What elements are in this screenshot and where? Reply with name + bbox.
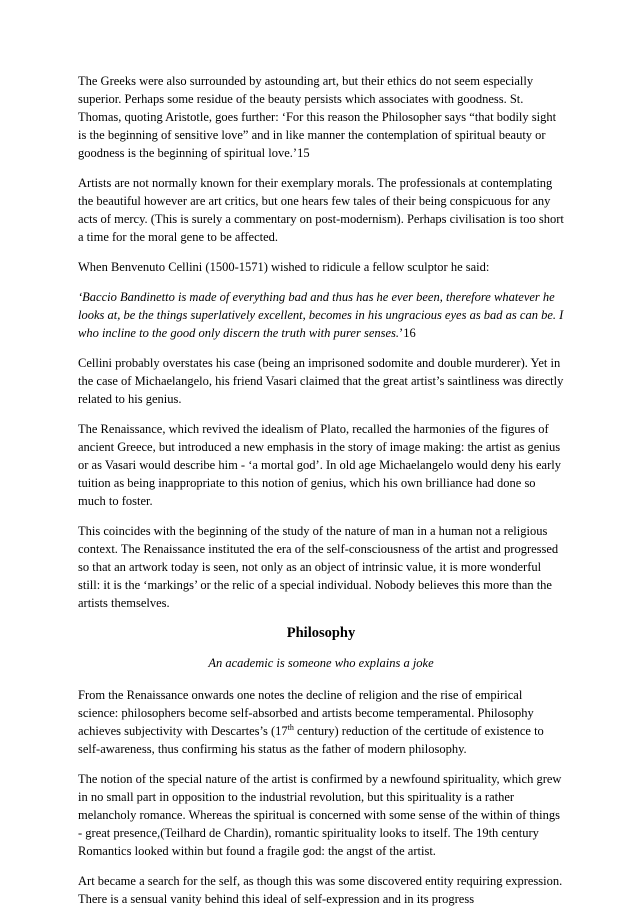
paragraph-self-expression: Art became a search for the self, as though this was some discovered entity requiring expression. There is a sensual vanity behind this ideal of self-expression and in its progress: [78, 874, 563, 906]
paragraph-renaissance: The Renaissance, which revived the idealism of Plato, recalled the harmonies of the figures of ancient Greece, but introduced a new emphasis in the story of image making: the artist as genius or as Vasari would describe him - ‘a mortal god’. In old age Michaelangelo would deny his early tuition as being inappropriate to this notion of genius, which his own brilliance had done so much to foster.: [78, 422, 561, 508]
document-page: [78, 72, 564, 920]
descartes-text-after: century) reduction of the certitude of existence to self-awareness, thus confirming his status as the father of modern philosophy.: [78, 724, 544, 756]
paragraph-cellini-intro: When Benvenuto Cellini (1500-1571) wished to ridicule a fellow sculptor he said:: [78, 260, 490, 274]
cellini-quote-ref: ’16: [399, 326, 416, 340]
paragraph-spirituality: The notion of the special nature of the artist is confirmed by a newfound spirituality, which grew in no small part in opposition to the industrial revolution, but this spirituality is a rather melancholy romance. Whereas the spiritual is concerned with some sense of the within of things - great presence,(Teilhard de Chardin), romantic spirituality looks to itself. The 19th century Romantics looked within but found a fragile god: the angst of the artist.: [78, 772, 562, 858]
section-heading: Philosophy: [286, 625, 356, 641]
paragraph-cellini-quote: [78, 288, 564, 342]
superscript-th: th: [287, 723, 294, 732]
cellini-quote-text: ‘Baccio Bandinetto is made of everything bad and thus has he ever been, therefore whatever he looks at, be the things superlatively excellent, becomes in his ungracious eyes as bad as can be. I who incline to the good only discern the truth with purer senses.: [78, 290, 564, 340]
section-epigraph: An academic is someone who explains a joke: [208, 656, 434, 670]
paragraph-michaelangelo: Cellini probably overstates his case (being an imprisoned sodomite and double murderer). Yet in the case of Michaelangelo, his friend Vasari claimed that the great artist’s saintliness was directly related to his genius.: [78, 356, 564, 406]
paragraph-greeks-ethics: The Greeks were also surrounded by astounding art, but their ethics do not seem especially superior. Perhaps some residue of the beauty persists which associates with goodness. St. Thomas, quoting Aristotle, goes further: ‘For this reason the Philosopher says “that bodily sight is the beginning of sensitive love” and in like manner the contemplation of spiritual beauty or goodness is the beginning of spiritual love.’15: [78, 74, 557, 160]
paragraph-self-consciousness: This coincides with the beginning of the study of the nature of man in a human not a religious context. The Renaissance instituted the era of the self-consciousness of the artist and progressed so that an artwork today is seen, not only as an object of intrinsic value, it is more wonderful still: it is the ‘markings’ or the relic of a special individual. Nobody believes this more than the artists themselves.: [78, 524, 559, 610]
paragraph-descartes: [78, 686, 564, 758]
descartes-text-before: From the Renaissance onwards one notes the decline of religion and the rise of empirical science: philosophers become self-absorbed and artists become temperamental. Philosophy achieves subjectivity with Descartes’s (17: [78, 688, 534, 738]
paragraph-artists-morals: Artists are not normally known for their exemplary morals. The professionals at contemplating the beautiful however are art critics, but one hears few tales of their being conspicuous for any acts of mercy. (This is surely a commentary on post-modernism). Perhaps civilisation is too short a time for the moral gene to be affected.: [78, 176, 564, 244]
